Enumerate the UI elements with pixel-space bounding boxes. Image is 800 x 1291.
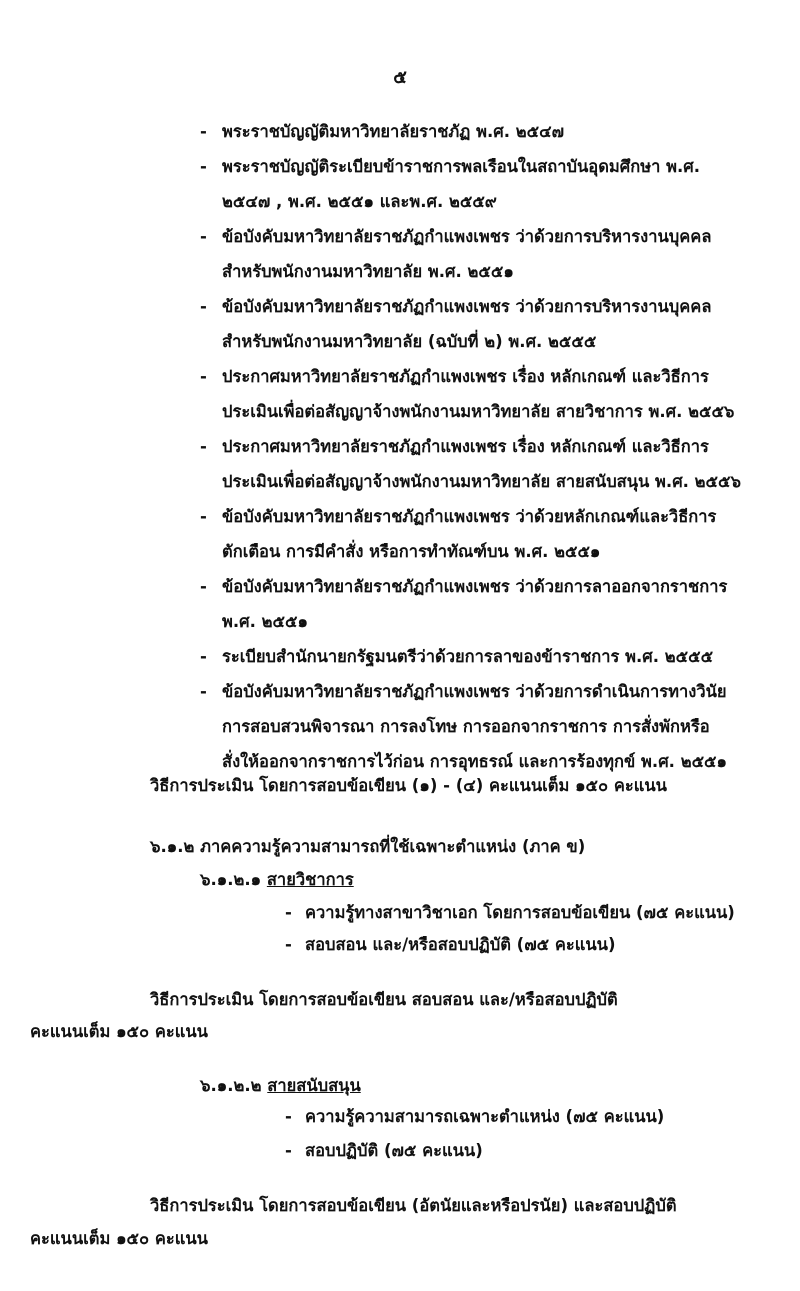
list-item: - พระราชบัญญัติระเบียบข้าราชการพลเรือนในสถาบันอุดมศึกษา พ.ศ. ๒๕๔๗ , พ.ศ. ๒๕๕๑ และพ.ศ. ๒๕๕๙ [200,149,760,219]
list-item-line: ประกาศมหาวิทยาลัยราชภัฏกำแพงเพชร เรื่อง หลักเกณฑ์ และวิธีการ [222,367,709,386]
list-item-text: สอบปฏิบัติ (๗๕ คะแนน) [305,1141,483,1160]
list-item-line: ข้อบังคับมหาวิทยาลัยราชภัฏกำแพงเพชร ว่าด้วยหลักเกณฑ์และวิธีการ [222,507,717,526]
list-item: - ประกาศมหาวิทยาลัยราชภัฏกำแพงเพชร เรื่อง หลักเกณฑ์ และวิธีการ ประเมินเพื่อต่อสัญญาจ้างพนักงานมหาวิทยาลัย สายสนับสนุน พ.ศ. ๒๕๕๖ [200,429,760,499]
subsection-heading-academic [200,867,354,893]
list-item-line: พระราชบัญญัติระเบียบข้าราชการพลเรือนในสถาบันอุดมศึกษา พ.ศ. [222,157,701,176]
evaluation-method-support: วิธีการประเมิน โดยการสอบข้อเขียน (อัตนัยและหรือปรนัย) และสอบปฏิบัติ [150,1196,677,1215]
list-item-line: สั่งให้ออกจากราชการไว้ก่อน การอุทธรณ์ และการร้องทุกข์ พ.ศ. ๒๕๕๑ [222,752,728,771]
evaluation-score-academic: คะแนนเต็ม ๑๕๐ คะแนน [30,1022,208,1041]
list-item: - ข้อบังคับมหาวิทยาลัยราชภัฏกำแพงเพชร ว่าด้วยการบริหารงานบุคคล สำหรับพนักงานมหาวิทยาลัย พ.ศ. ๒๕๕๑ [200,219,760,289]
list-item-text: ความรู้ความสามารถเฉพาะตำแหน่ง (๗๕ คะแนน) [305,1107,665,1126]
list-item-line: ระเบียบสำนักนายกรัฐมนตรีว่าด้วยการลาของข้าราชการ พ.ศ. ๒๕๕๕ [222,647,714,666]
list-item-line: ข้อบังคับมหาวิทยาลัยราชภัฏกำแพงเพชร ว่าด้วยการดำเนินการทางวินัย [222,682,727,701]
list-item: - ข้อบังคับมหาวิทยาลัยราชภัฏกำแพงเพชร ว่าด้วยการลาออกจากราชการ พ.ศ. ๒๕๕๑ [200,569,760,639]
list-item: - ข้อบังคับมหาวิทยาลัยราชภัฏกำแพงเพชร ว่าด้วยการดำเนินการทางวินัย การสอบสวนพิจารณา การลงโทษ การออกจากราชการ การสั่งพักหรือ สั่งให้ออกจากราชการไว้ก่อน การอุทธรณ์ และการร้องทุกข์ พ.ศ. ๒๕๕๑ [200,674,760,779]
evaluation-score-support: คะแนนเต็ม ๑๕๐ คะแนน [30,1229,208,1248]
list-item-line: ๒๕๔๗ , พ.ศ. ๒๕๕๑ และพ.ศ. ๒๕๕๙ [222,192,497,211]
list-item: - ระเบียบสำนักนายกรัฐมนตรีว่าด้วยการลาของข้าราชการ พ.ศ. ๒๕๕๕ [200,639,760,674]
list-item-text: สอบสอน และ/หรือสอบปฏิบัติ (๗๕ คะแนน) [305,935,616,954]
list-item: - ความรู้ทางสาขาวิชาเอก โดยการสอบข้อเขียน (๗๕ คะแนน) [285,903,735,922]
list-item-text: ความรู้ทางสาขาวิชาเอก โดยการสอบข้อเขียน (๗๕ คะแนน) [305,903,735,922]
subsection-title: สายสนับสนุน [267,1076,361,1095]
list-item: - พระราชบัญญัติมหาวิทยาลัยราชภัฏ พ.ศ. ๒๕๔๗ [200,114,760,149]
subsection-title: สายวิชาการ [266,870,354,889]
list-item: - สอบปฏิบัติ (๗๕ คะแนน) [285,1141,483,1160]
list-item-line: พ.ศ. ๒๕๕๑ [222,612,308,631]
list-item-line: ประเมินเพื่อต่อสัญญาจ้างพนักงานมหาวิทยาลัย สายวิชาการ พ.ศ. ๒๕๕๖ [222,402,735,421]
evaluation-method-academic: วิธีการประเมิน โดยการสอบข้อเขียน สอบสอน และ/หรือสอบปฏิบัติ [150,990,618,1009]
list-item-line: สำหรับพนักงานมหาวิทยาลัย พ.ศ. ๒๕๕๑ [222,262,514,281]
list-item-line: ประเมินเพื่อต่อสัญญาจ้างพนักงานมหาวิทยาลัย สายสนับสนุน พ.ศ. ๒๕๕๖ [222,472,742,491]
page-number: ๕ [393,67,407,88]
regulation-list [200,114,760,779]
evaluation-method-general: วิธีการประเมิน โดยการสอบข้อเขียน (๑) - (๔) คะแนนเต็ม ๑๕๐ คะแนน [150,776,667,795]
list-item: - ความรู้ความสามารถเฉพาะตำแหน่ง (๗๕ คะแนน) [285,1107,665,1126]
list-item-line: ข้อบังคับมหาวิทยาลัยราชภัฏกำแพงเพชร ว่าด้วยการบริหารงานบุคคล [222,297,712,316]
list-item-line: พระราชบัญญัติมหาวิทยาลัยราชภัฏ พ.ศ. ๒๕๔๗ [222,122,565,141]
subsection-number: ๖.๑.๒.๑ [200,870,262,889]
list-item-line: ข้อบังคับมหาวิทยาลัยราชภัฏกำแพงเพชร ว่าด้วยการลาออกจากราชการ [222,577,728,596]
list-item: - ประกาศมหาวิทยาลัยราชภัฏกำแพงเพชร เรื่อง หลักเกณฑ์ และวิธีการ ประเมินเพื่อต่อสัญญาจ้างพนักงานมหาวิทยาลัย สายวิชาการ พ.ศ. ๒๕๕๖ [200,359,760,429]
list-item: - ข้อบังคับมหาวิทยาลัยราชภัฏกำแพงเพชร ว่าด้วยหลักเกณฑ์และวิธีการ ตักเตือน การมีคำสั่ง หรือการทำทัณฑ์บน พ.ศ. ๒๕๕๑ [200,499,760,569]
list-item-line: ข้อบังคับมหาวิทยาลัยราชภัฏกำแพงเพชร ว่าด้วยการบริหารงานบุคคล [222,227,712,246]
list-item-line: สำหรับพนักงานมหาวิทยาลัย (ฉบับที่ ๒) พ.ศ. ๒๕๕๕ [222,332,597,351]
list-item-line: การสอบสวนพิจารณา การลงโทษ การออกจากราชการ การสั่งพักหรือ [222,717,710,736]
subsection-heading-support [200,1073,361,1099]
section-heading: ๖.๑.๒ ภาคความรู้ความสามารถที่ใช้เฉพาะตำแหน่ง (ภาค ข) [150,837,586,856]
list-item: - ข้อบังคับมหาวิทยาลัยราชภัฏกำแพงเพชร ว่าด้วยการบริหารงานบุคคล สำหรับพนักงานมหาวิทยาลัย (ฉบับที่ ๒) พ.ศ. ๒๕๕๕ [200,289,760,359]
list-item-line: ตักเตือน การมีคำสั่ง หรือการทำทัณฑ์บน พ.ศ. ๒๕๕๑ [222,542,601,561]
list-item: - สอบสอน และ/หรือสอบปฏิบัติ (๗๕ คะแนน) [285,935,616,954]
list-item-line: ประกาศมหาวิทยาลัยราชภัฏกำแพงเพชร เรื่อง หลักเกณฑ์ และวิธีการ [222,437,709,456]
subsection-number: ๖.๑.๒.๒ [200,1076,262,1095]
